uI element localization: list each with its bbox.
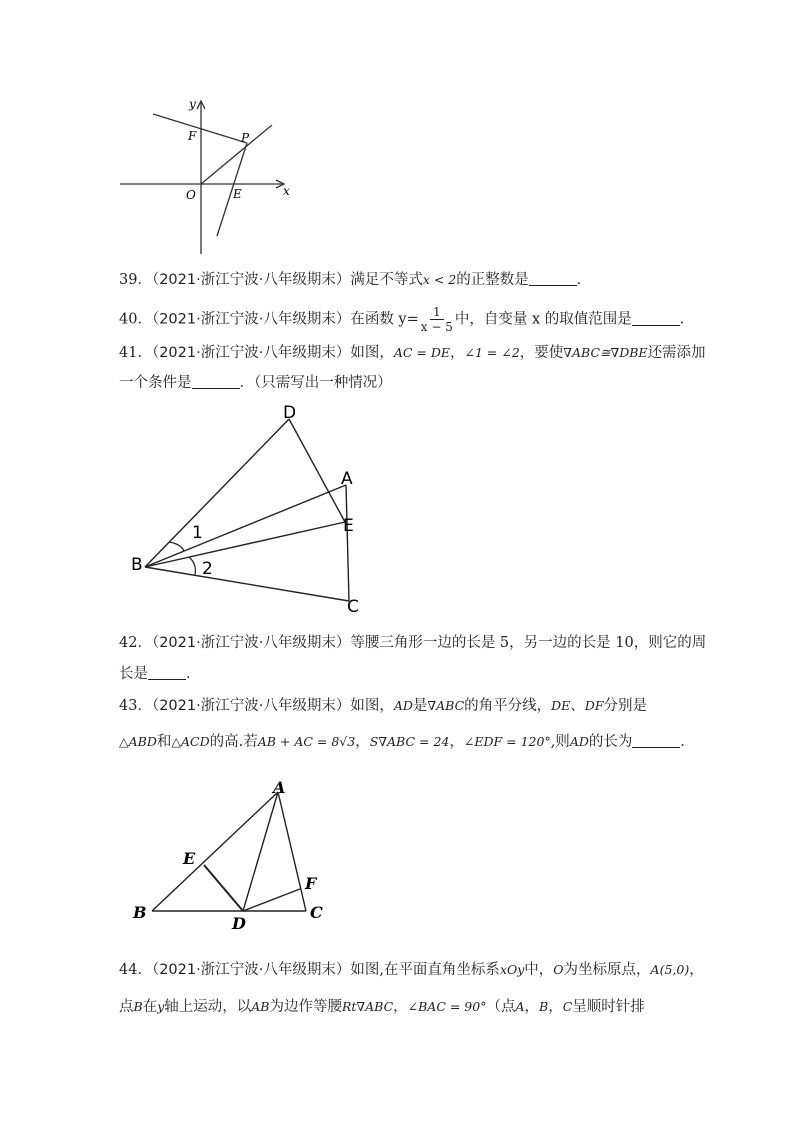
- fraction: $\frac{1}{x - 5}$: [420, 305, 453, 334]
- question-39: 39．（2021·浙江宁波·八年级期末）满足不等式x < 2的正整数是 ．: [119, 272, 592, 288]
- segment-ba: [145, 485, 346, 567]
- label-b: B: [133, 903, 147, 922]
- bisector-figure: [125, 772, 340, 934]
- segment-de: [289, 419, 345, 522]
- label-d: D: [232, 914, 246, 933]
- label-x: x: [283, 184, 290, 198]
- segment-ac: [278, 792, 306, 911]
- segment-be: [145, 522, 345, 567]
- label-a: A: [341, 469, 353, 489]
- question-41-line-2: 一个条件是 ．（只需写出一种情况）: [119, 375, 392, 391]
- label-c: C: [347, 597, 359, 617]
- answer-blank[interactable]: [632, 733, 680, 748]
- question-43-line-2: △ABD和△ACD的高.若AB + AC = 8√3，S∇ABC = 24，∠EDF = 120°,则AD的长为 ．: [119, 734, 695, 750]
- segment-bd: [145, 419, 289, 567]
- question-42: 42．（2021·浙江宁波·八年级期末）等腰三角形一边的长是 5，另一边的长是 10，则它的周: [119, 635, 707, 651]
- label-f: F: [188, 129, 197, 143]
- question-44: 44．（2021·浙江宁波·八年级期末）如图,在平面直角坐标系xOy中，O为坐标原点，A(5,0)，: [119, 962, 704, 978]
- label-d: D: [283, 403, 297, 423]
- segment-df: [243, 889, 300, 911]
- question-43: 43．（2021·浙江宁波·八年级期末）如图，AD是∇ABC的角平分线，DE、DF分别是: [119, 698, 647, 714]
- label-c: C: [310, 903, 323, 922]
- label-f: F: [305, 874, 317, 893]
- question-42-line-2: 长是 ．: [119, 666, 201, 682]
- question-44-line-2: 点B在y轴上运动，以AB为边作等腰Rt∇ABC，∠BAC = 90°（点A，B，C呈顺时针排: [119, 999, 645, 1015]
- segment-ad: [243, 792, 278, 911]
- label-e: E: [233, 187, 242, 201]
- angle-2-arc: [189, 557, 195, 575]
- label-p: P: [241, 131, 250, 145]
- triangles-figure: [125, 396, 375, 618]
- coordinate-figure: [115, 96, 295, 258]
- segment-de: [204, 865, 243, 911]
- label-y: y: [189, 97, 196, 111]
- answer-blank[interactable]: [632, 311, 680, 326]
- label-angle-2: 2: [202, 559, 213, 579]
- answer-blank[interactable]: [148, 665, 186, 680]
- label-e: E: [183, 849, 196, 868]
- line-through-f-p: [153, 114, 247, 143]
- angle-1-arc: [169, 542, 184, 551]
- label-o: O: [186, 188, 196, 202]
- segment-bc: [145, 567, 349, 601]
- question-40: 40．（2021·浙江宁波·八年级期末）在函数 y= $\frac{1}{x - 5}$ 中，自变量 x 的取值范围是 ．: [119, 305, 695, 334]
- segment-ab: [152, 792, 278, 911]
- answer-blank[interactable]: [529, 271, 577, 286]
- label-e: E: [343, 516, 354, 536]
- label-b: B: [131, 555, 143, 575]
- segment-ac: [346, 485, 349, 601]
- answer-blank[interactable]: [192, 374, 240, 389]
- label-angle-1: 1: [192, 523, 203, 543]
- question-41: 41．（2021·浙江宁波·八年级期末）如图，AC = DE，∠1 = ∠2，要使∇ABC≅∇DBE还需添加: [119, 345, 706, 361]
- label-a: A: [273, 778, 286, 797]
- line-through-p-e: [217, 143, 247, 236]
